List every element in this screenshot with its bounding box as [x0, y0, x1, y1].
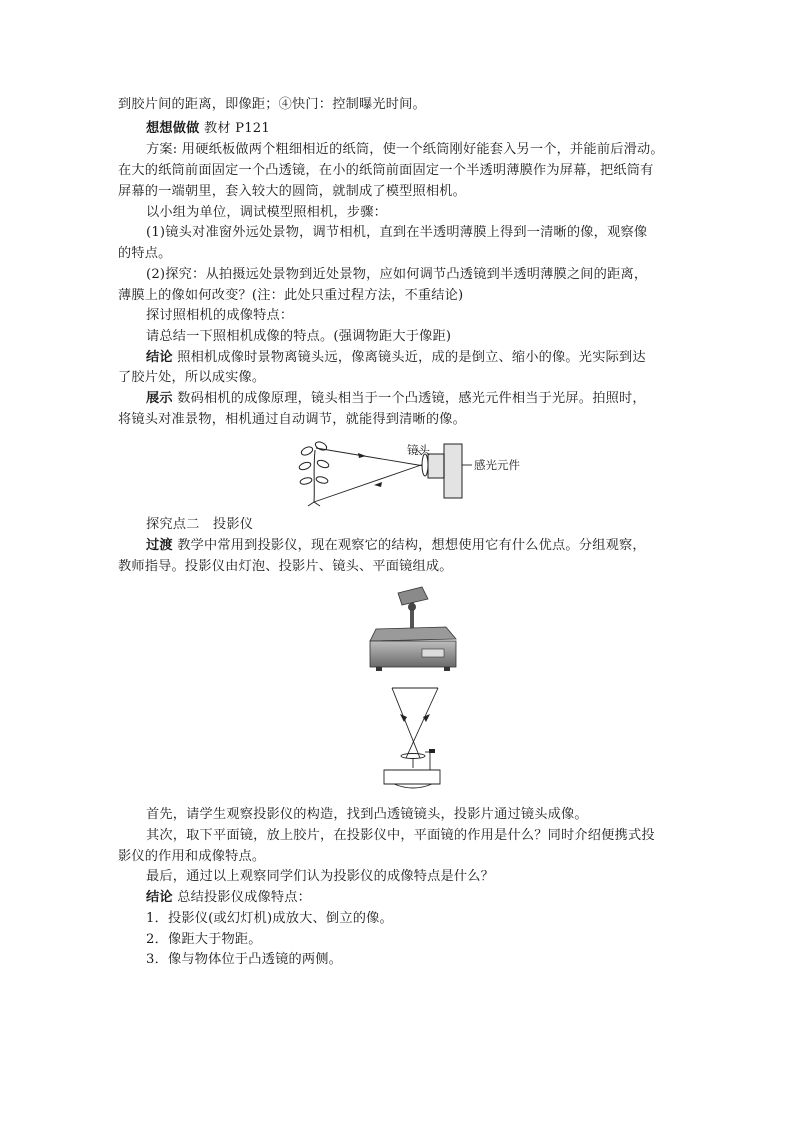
arrow-icon — [400, 714, 407, 722]
section-label: 过渡 — [146, 538, 173, 553]
text-line — [146, 388, 646, 409]
text-line: 其次，取下平面镜，放上胶片，在投影仪中，平面镜的作用是什么？同时介绍便携式投 — [146, 828, 655, 843]
text-line: 的特点。 — [118, 246, 172, 261]
text-line: 屏幕的一端朝里，套入较大的圆筒，就制成了模型照相机。 — [118, 184, 467, 199]
sensor-label: 感光元件 — [474, 458, 520, 472]
text-line: 以小组为单位，调试模型照相机，步骤： — [146, 205, 387, 220]
projector-lens-icon — [408, 603, 416, 611]
text-line: 薄膜上的像如何改变？(注：此处只重过程方法，不重结论) — [118, 288, 464, 303]
convex-lens-icon — [401, 754, 425, 759]
text-line — [146, 347, 646, 368]
text-line: 最后，通过以上观察同学们认为投影仪的成像特点是什么？ — [146, 869, 495, 884]
text-line — [146, 887, 311, 908]
text-line: 影仪的作用和成像特点。 — [118, 849, 266, 864]
text-line — [146, 118, 270, 139]
mirror-bracket — [429, 749, 435, 753]
plant-object-icon — [298, 440, 329, 506]
projector-foot — [376, 667, 382, 671]
text-line: 了胶片处，所以成实像。 — [118, 370, 266, 385]
projector-mirror-head — [398, 587, 428, 605]
section-text: 总结投影仪成像特点： — [177, 890, 312, 905]
section-label: 结论 — [146, 890, 173, 905]
text-line: (1)镜头对准窗外远处景物，调节相机，直到在半透明薄膜上得到一清晰的像，观察像 — [146, 225, 648, 240]
text-line — [146, 535, 646, 556]
lens-label: 镜头 — [407, 443, 430, 457]
text-line: 探讨照相机的成像特点： — [146, 308, 294, 323]
arrow-icon — [423, 714, 430, 722]
list-item: 2．像距大于物距。 — [146, 932, 262, 947]
projector-panel — [422, 649, 444, 657]
section-label: 想想做做 — [146, 121, 200, 136]
text-line: 在大的纸筒前面固定一个凸透镜，在小的纸筒前面固定一个半透明薄膜作为屏幕，把纸筒有 — [118, 163, 654, 178]
section-label: 展示 — [146, 391, 173, 406]
section-label: 结论 — [146, 350, 173, 365]
convex-lens-icon — [422, 454, 428, 476]
section-text: 照相机成像时景物离镜头远，像离镜头近，成的是倒立、缩小的像。光实际到达 — [177, 350, 646, 365]
list-item: 1．投影仪(或幻灯机)成放大、倒立的像。 — [146, 911, 393, 926]
text-line: 方案: 用硬纸板做两个粗细相近的纸筒，使一个纸筒刚好能套入另一个，并能前后滑动。 — [146, 142, 664, 157]
arrow-icon — [374, 482, 382, 487]
camera-imaging-diagram — [294, 436, 544, 510]
section-text: 教材 P121 — [203, 121, 270, 136]
text-line: 请总结一下照相机成像的特点。(强调物距大于像距) — [146, 329, 452, 344]
projector-stage — [370, 627, 456, 641]
projector-photo — [368, 583, 460, 673]
camera-body — [428, 444, 462, 498]
projector-ray-diagram — [380, 682, 452, 794]
section-text: 数码相机的成像原理，镜头相当于一个凸透镜，感光元件相当于光屏。拍照时， — [177, 391, 646, 406]
projector-foot — [444, 667, 450, 671]
arrow-icon — [358, 453, 366, 458]
text-line: 教师指导。投影仪由灯泡、投影片、镜头、平面镜组成。 — [118, 559, 453, 574]
section-heading: 探究点二 投影仪 — [146, 517, 254, 532]
section-text: 教学中常用到投影仪，现在观察它的结构，想想使用它有什么优点。分组观察， — [177, 538, 646, 553]
text-line: 将镜头对准景物，相机通过自动调节，就能得到清晰的像。 — [118, 412, 467, 427]
text-line: (2)探究：从拍摄远处景物到近处景物，应如何调节凸透镜到半透明薄膜之间的距离， — [146, 267, 648, 282]
text-line: 到胶片间的距离，即像距；④快门：控制曝光时间。 — [118, 97, 426, 112]
text-line: 首先，请学生观察投影仪的构造，找到凸透镜镜头，投影片通过镜头成像。 — [146, 807, 588, 822]
list-item: 3．像与物体位于凸透镜的两侧。 — [146, 952, 343, 967]
